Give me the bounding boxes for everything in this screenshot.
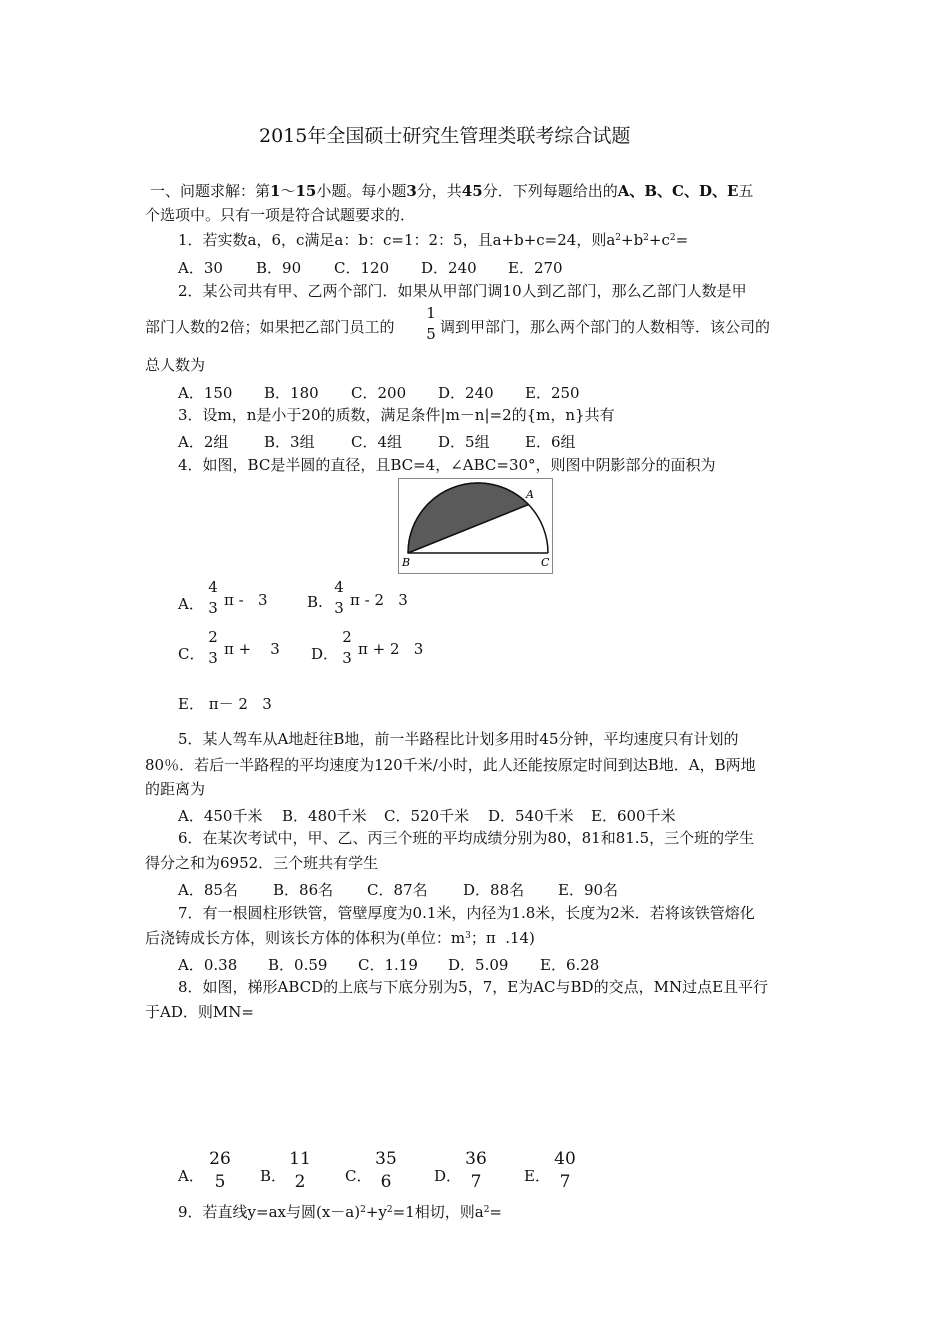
q2-stem-line-2b: 调到甲部门，那么两个部门的人数相等．该公司的: [440, 318, 771, 336]
q5-option-b: B．480千米: [282, 807, 367, 825]
q2-option-a: A．150: [178, 384, 233, 402]
q2-stem-line-1: 2．某公司共有甲、乙两个部门．如果从甲部门调10人到乙部门，那么乙部门人数是甲: [178, 282, 747, 300]
q8-option-c-label: C．: [345, 1167, 372, 1185]
q4-option-c-tail: π + 3: [224, 640, 280, 658]
q8-option-e-fraction: 40 7: [554, 1149, 576, 1192]
q8-option-d-label: D．: [434, 1167, 462, 1185]
q2-stem-line-3: 总人数为: [145, 356, 206, 374]
q1-option-a: A．30: [178, 259, 223, 277]
q4-option-d-label: D．: [311, 645, 339, 663]
q7-option-a: A．0.38: [178, 956, 238, 974]
q6-option-d: D．88名: [463, 881, 525, 899]
q6-option-b: B．86名: [273, 881, 334, 899]
q4-option-c-fraction: 2 3: [208, 628, 218, 667]
q3-option-d: D．5组: [438, 433, 490, 451]
q1-option-e: E．270: [508, 259, 563, 277]
q8-option-c-fraction: 35 6: [375, 1149, 397, 1192]
q2-option-e: E．250: [525, 384, 580, 402]
q4-option-a-label: A．: [178, 595, 204, 613]
page-title: 2015年全国硕士研究生管理类联考综合试题: [259, 125, 631, 147]
q5-option-d: D．540千米: [488, 807, 574, 825]
q5-stem-line-2: 80％．若后一半路程的平均速度为120千米/小时，此人还能按原定时间到达B地．A，B两地: [145, 756, 756, 774]
q5-stem-line-1: 5．某人驾车从A地赶往B地，前一半路程比计划多用时45分钟，平均速度只有计划的: [178, 730, 739, 748]
q4-option-a-tail: π - 3: [224, 591, 268, 609]
q3-option-c: C．4组: [351, 433, 403, 451]
q7-option-c: C．1.19: [358, 956, 418, 974]
q4-option-b-fraction: 4 3: [334, 578, 344, 617]
section-intro-line-2: 个选项中。只有一项是符合试题要求的．: [145, 206, 416, 224]
label-a: A: [526, 488, 534, 501]
q7-stem-line-1: 7．有一根圆柱形铁管，管壁厚度为0.1米，内径为1.8米，长度为2米．若将该铁管熔化: [178, 904, 755, 922]
q2-option-b: B．180: [264, 384, 319, 402]
q1-option-b: B．90: [256, 259, 302, 277]
q4-option-a-fraction: 4 3: [208, 578, 218, 617]
q2-option-c: C．200: [351, 384, 407, 402]
q8-stem-line-1: 8．如图，梯形ABCD的上底与下底分别为5，7，E为AC与BD的交点，MN过点E且平行: [178, 978, 769, 996]
q8-option-a-fraction: 26 5: [209, 1149, 231, 1192]
q1-stem: 1．若实数a，6，c满足a：b：c=1：2：5，且a+b+c=24，则$a^2+b^2+c^2=$: [178, 231, 689, 249]
q6-option-a: A．85名: [178, 881, 238, 899]
q7-option-e: E．6.28: [540, 956, 600, 974]
q9-stem: 9．若直线y=ax与圆$(x-a)^2+y^2=1$相切，则$a^2=$: [178, 1203, 502, 1221]
q1-option-d: D．240: [421, 259, 477, 277]
q3-stem: 3．设m，n是小于20的质数，满足条件|m－n|=2的{m，n}共有: [178, 406, 615, 424]
q6-option-e: E．90名: [558, 881, 619, 899]
q4-option-b-label: B.: [307, 593, 323, 611]
q6-stem-line-2: 得分之和为6952．三个班共有学生: [145, 854, 379, 872]
q2-stem-line-2a: 部门人数的2倍；如果把乙部门员工的: [145, 318, 395, 336]
q8-option-e-label: E．: [524, 1167, 550, 1185]
q4-option-e: E． π－ 2 3: [178, 695, 272, 713]
q8-stem-line-2: 于AD．则MN=: [145, 1003, 254, 1021]
q3-option-b: B．3组: [264, 433, 315, 451]
q4-option-d-fraction: 2 3: [342, 628, 352, 667]
q3-option-a: A．2组: [178, 433, 229, 451]
label-b: B: [402, 556, 411, 569]
q5-option-c: C．520千米: [384, 807, 470, 825]
q8-option-a-label: A．: [178, 1167, 204, 1185]
q4-option-d-tail: π + 2 3: [358, 640, 424, 658]
q5-option-a: A．450千米: [178, 807, 263, 825]
label-c: C: [541, 556, 550, 569]
q4-option-c-label: C．: [178, 645, 205, 663]
q3-option-e: E．6组: [525, 433, 576, 451]
q6-option-c: C．87名: [367, 881, 428, 899]
q8-option-d-fraction: 36 7: [465, 1149, 487, 1192]
q8-option-b-label: B．: [260, 1167, 287, 1185]
q1-option-c: C．120: [334, 259, 390, 277]
section-intro-line-1: 一、问题求解：第1～15小题。每小题3分，共45分．下列每题给出的A、B、C、D、E五: [150, 182, 754, 200]
q6-stem-line-1: 6．在某次考试中，甲、乙、丙三个班的平均成绩分别为80，81和81.5，三个班的学生: [178, 829, 755, 847]
q4-option-b-tail: π - 2 3: [350, 591, 408, 609]
q4-semicircle-figure: [398, 478, 553, 574]
q4-stem: 4．如图，BC是半圆的直径，且BC=4，∠ABC=30°，则图中阴影部分的面积为: [178, 456, 716, 474]
q5-stem-line-3: 的距离为: [145, 780, 206, 798]
q5-option-e: E．600千米: [591, 807, 676, 825]
q7-option-d: D．5.09: [448, 956, 509, 974]
q7-option-b: B．0.59: [268, 956, 328, 974]
q7-stem-line-2: 后浇铸成长方体，则该长方体的体积为(单位：$m^3$；π .14): [145, 929, 535, 947]
q8-option-b-fraction: 11 2: [289, 1149, 311, 1192]
q2-fraction: 1 5: [426, 304, 436, 343]
q2-option-d: D．240: [438, 384, 494, 402]
